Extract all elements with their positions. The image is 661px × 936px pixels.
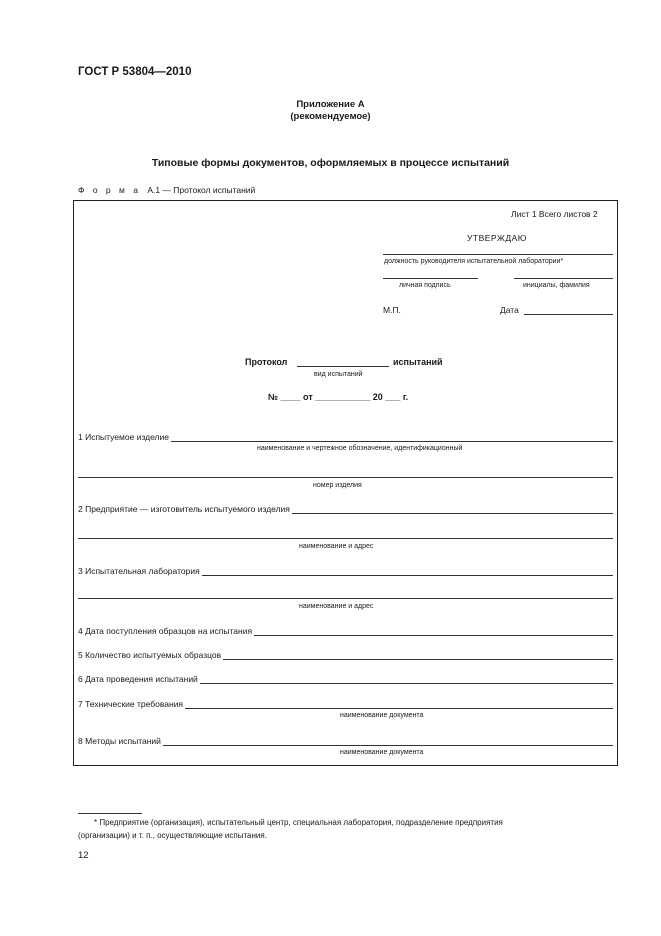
- field-8-caption: наименование документа: [340, 749, 424, 756]
- field-7-caption: наименование документа: [340, 712, 424, 719]
- field-1-caption: наименование и чертежное обозначение, идентификационный: [257, 445, 463, 452]
- name-line: [514, 278, 613, 279]
- field-6-row: [78, 674, 613, 684]
- name-caption: инициалы, фамилия: [523, 282, 590, 289]
- sheet-info: Лист 1 Всего листов 2: [511, 209, 598, 219]
- field-1-row: [78, 432, 613, 442]
- footnote-line-1: * Предприятие (организация), испытательный центр, специальная лаборатория, подразделение предприятия: [94, 818, 503, 827]
- position-line: [383, 254, 613, 255]
- form-label-name: А.1 — Протокол испытаний: [147, 185, 256, 195]
- field-6-label: 6 Дата проведения испытаний: [78, 674, 198, 684]
- page-number: 12: [78, 850, 89, 861]
- field-5-row: [78, 650, 613, 660]
- footnote-separator: [78, 813, 142, 814]
- field-7-label: 7 Технические требования: [78, 699, 184, 709]
- protocol-number: № ____ от ___________ 20 ___ г.: [268, 392, 409, 402]
- section-title: Типовые формы документов, оформляемых в процессе испытаний: [151, 157, 510, 169]
- position-caption: должность руководителя испытательной лаборатории*: [384, 258, 564, 265]
- protocol-type-caption: вид испытаний: [314, 371, 363, 378]
- protocol-tests-word: испытаний: [393, 357, 443, 367]
- form-label: [78, 185, 255, 195]
- annex-title: Приложение А: [296, 99, 365, 110]
- field-1-line-2: [78, 477, 613, 478]
- protocol-type-line: [297, 366, 389, 367]
- field-4-label: 4 Дата поступления образцов на испытания: [78, 626, 253, 636]
- field-3-caption: наименование и адрес: [299, 603, 374, 610]
- annex-status: (рекомендуемое): [290, 111, 371, 122]
- date-line: [524, 314, 613, 315]
- field-3-row: [78, 566, 613, 576]
- field-1-caption-2: номер изделия: [313, 482, 362, 489]
- field-7-row: [78, 699, 613, 709]
- field-2-caption: наименование и адрес: [299, 543, 374, 550]
- field-4-row: [78, 626, 613, 636]
- approve-heading: УТВЕРЖДАЮ: [467, 233, 527, 243]
- field-2-line-2: [78, 538, 613, 539]
- document-standard-code: ГОСТ Р 53804—2010: [78, 66, 192, 78]
- form-label-prefix: Ф о р м а: [78, 185, 141, 195]
- protocol-word: Протокол: [245, 357, 288, 367]
- field-3-line-2: [78, 598, 613, 599]
- field-8-label: 8 Методы испытаний: [78, 736, 161, 746]
- field-8-row: [78, 736, 613, 746]
- field-2-label: 2 Предприятие — изготовитель испытуемого изделия: [78, 504, 290, 514]
- stamp-label: М.П.: [383, 305, 401, 315]
- date-label: Дата: [500, 305, 519, 315]
- field-3-label: 3 Испытательная лаборатория: [78, 566, 200, 576]
- footnote-line-2: (организации) и т. п., осуществляющие испытания.: [78, 831, 267, 840]
- signature-line: [383, 278, 478, 279]
- field-2-row: [78, 504, 613, 514]
- field-5-label: 5 Количество испытуемых образцов: [78, 650, 222, 660]
- field-1-label: 1 Испытуемое изделие: [78, 432, 169, 442]
- signature-caption: личная подпись: [399, 282, 451, 289]
